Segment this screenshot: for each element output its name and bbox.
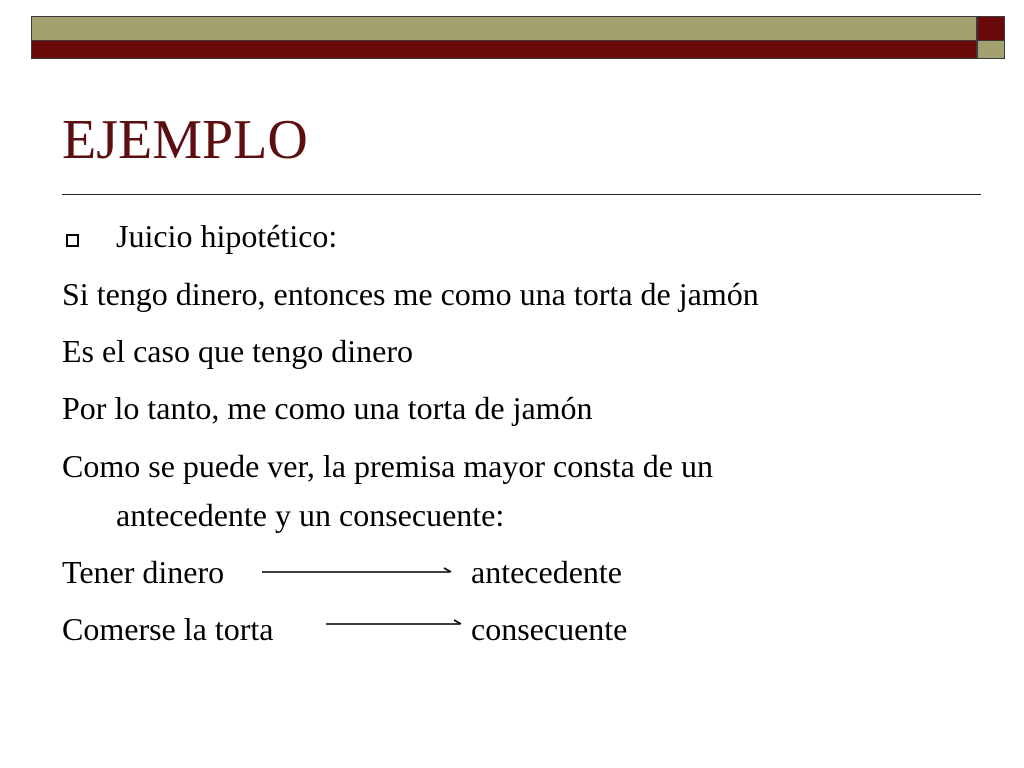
- body-line-4-continuation: antecedente y un consecuente:: [116, 497, 505, 533]
- mapping-role-antecedent: antecedente: [471, 554, 622, 590]
- right-arrow-icon: [324, 614, 464, 634]
- header-banner: [31, 16, 1005, 59]
- mapping-role-consequent: consecuente: [471, 611, 628, 647]
- mapping-term-antecedent: Tener dinero: [62, 554, 225, 590]
- slide-title: EJEMPLO: [62, 109, 308, 171]
- right-arrow-icon: [260, 562, 460, 582]
- banner-maroon-band: [31, 41, 977, 59]
- mapping-term-consequent: Comerse la torta: [62, 611, 274, 647]
- bullet-text: Juicio hipotético:: [116, 218, 338, 254]
- hollow-square-bullet-icon: [66, 234, 79, 247]
- body-line-2: Es el caso que tengo dinero: [62, 333, 413, 369]
- body-line-3: Por lo tanto, me como una torta de jamón: [62, 390, 593, 426]
- body-line-1: Si tengo dinero, entonces me como una torta de jamón: [62, 276, 759, 312]
- banner-maroon-square: [977, 16, 1005, 41]
- title-divider: [62, 194, 981, 195]
- body-line-4: Como se puede ver, la premisa mayor consta de un: [62, 448, 713, 484]
- bullet-item: [62, 220, 462, 260]
- banner-olive-band: [31, 16, 977, 41]
- banner-olive-square: [977, 41, 1005, 59]
